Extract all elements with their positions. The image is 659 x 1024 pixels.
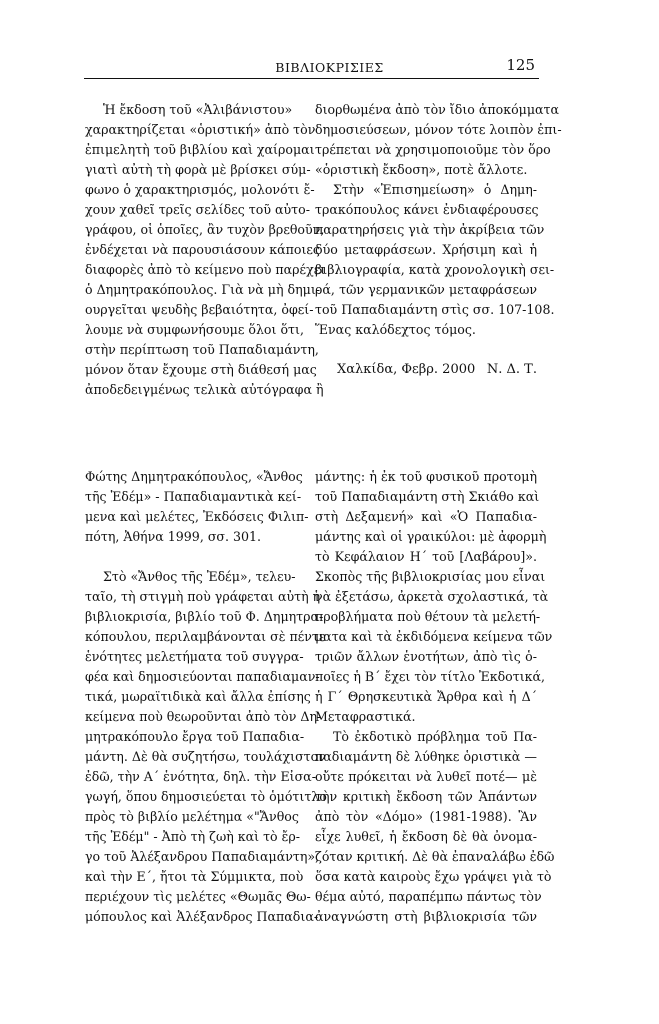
text-line: φέα καὶ δημοσιεύονται παπαδιαμαν- <box>85 669 320 684</box>
text-line: μάντη. Δὲ θὰ συζητήσω, τουλάχιστον <box>85 749 326 764</box>
text-line: τῆς Ἐδέμ" - Ἀπὸ τὴ ζωὴ καὶ τὸ ἔρ- <box>85 829 301 844</box>
running-header-title: ΒΙΒΛΙΟΚΡΙΣΙΕΣ <box>275 60 384 75</box>
text-line: Ἡ ἔκδοση τοῦ «Ἀλιβάνιστου» <box>103 102 293 117</box>
text-line: μόπουλος καὶ Ἀλέξανδρος Παπαδια- <box>85 909 319 924</box>
text-line: μόνον ὅταν ἔχουμε στὴ διάθεσή μας <box>85 362 317 377</box>
text-line: τὴν κριτικὴ ἔκδοση τῶν Ἁπάντων <box>315 789 537 804</box>
text-line: γωγή, ὅπου δημοσιεύεται τὸ ὁμότιτλο <box>85 789 327 804</box>
text-line: παρατηρήσεις γιὰ τὴν ἀκρίβεια τῶν <box>315 222 545 237</box>
text-line: ἀπὸ τὸν «Δόμο» (1981-1988). Ἂν <box>315 809 537 824</box>
text-line: Στὴν «Ἐπισημείωση» ὁ Δημη- <box>333 182 537 197</box>
text-line: Φώτης Δημητρακόπουλος, «Ἄνθος <box>85 469 303 484</box>
text-line: μάντης καὶ οἱ γραικύλοι: μὲ ἀφορμὴ <box>315 529 547 544</box>
column-top-left <box>85 100 326 400</box>
text-line: Ἕνας καλόδεχτος τόμος. <box>315 322 476 337</box>
text-line: μητρακόπουλο ἔργα τοῦ Παπαδια- <box>85 729 305 744</box>
signoff-initials: Ν. Δ. Τ. <box>486 362 537 377</box>
text-line: ἀναγνώστη στὴ βιβλιοκρισία τῶν <box>315 909 537 924</box>
text-line: διαφορὲς ἀπὸ τὸ κείμενο ποὺ παρέχει <box>85 262 326 277</box>
text-line: ζόταν κριτική. Δὲ θὰ ἐπαναλάβω ἐδῶ <box>315 849 555 864</box>
page-number: 125 <box>506 56 535 74</box>
text-line: γράφου, οἱ ὁποῖες, ἂν τυχὸν βρεθοῦν, <box>85 222 325 237</box>
text-line: στὴν περίπτωση τοῦ Παπαδιαμάντη, <box>85 342 319 357</box>
paragraph <box>315 727 555 927</box>
paragraph <box>85 567 327 927</box>
column-bottom-right <box>315 467 555 927</box>
text-line: λουμε νὰ συμφωνήσουμε ὅλοι ὅτι, <box>85 322 304 337</box>
text-line: θέμα αὐτό, παραπέμπω πάντως τὸν <box>315 889 542 904</box>
text-line: κόπουλου, περιλαμβάνονται σὲ πέντε <box>85 629 326 644</box>
text-line: ποῖες ἡ Β΄ ἔχει τὸν τίτλο Ἐκδοτικά, <box>315 669 546 684</box>
text-line: τριῶν ἄλλων ἑνοτήτων, ἀπὸ τὶς ὁ- <box>315 649 537 664</box>
text-line: ἐπιμελητὴ τοῦ βιβλίου καὶ χαίρομαι <box>85 142 315 157</box>
text-line: βιβλιογραφία, κατὰ χρονολογικὴ σει- <box>315 262 555 277</box>
text-line: τρέπεται νὰ χρησιμοποιοῦμε τὸν ὅρο <box>315 142 551 157</box>
paragraph <box>315 467 553 727</box>
text-line: ουργεῖται ψευδὴς βεβαιότητα, ὀφεί- <box>85 302 314 317</box>
text-line: γο τοῦ Ἀλέξανδρου Παπαδιαμάντη», <box>85 849 320 864</box>
paragraph <box>315 100 562 180</box>
signoff <box>315 360 537 380</box>
text-line: ἐδῶ, τὴν Α΄ ἑνότητα, δηλ. τὴν Εἰσα- <box>85 769 316 784</box>
signoff-place-date: Χαλκίδα, Φεβρ. 2000 <box>337 362 476 377</box>
text-line: ὅσα κατὰ καιροὺς ἔχω γράψει γιὰ τὸ <box>315 869 552 884</box>
text-line: «ὁριστικὴ ἔκδοση», ποτὲ ἄλλοτε. <box>315 162 528 177</box>
text-line: τοῦ Παπαδιαμάντη στὴ Σκιάθο καὶ <box>315 489 540 504</box>
text-line: περιέχουν τὶς μελέτες «Θωμᾶς Θω- <box>85 889 311 904</box>
text-line: Στὸ «Ἄνθος τῆς Ἐδέμ», τελευ- <box>103 569 296 584</box>
text-line: δημοσιεύσεων, μόνον τότε λοιπὸν ἐπι- <box>315 122 562 137</box>
text-line: χαρακτηρίζεται «ὁριστική» ἀπὸ τὸν <box>85 122 316 137</box>
text-line: χουν χαθεῖ τρεῖς σελίδες τοῦ αὐτο- <box>85 202 310 217</box>
text-line: Μεταφραστικά. <box>315 709 416 724</box>
text-line: μάντης: ἡ ἐκ τοῦ φυσικοῦ προτομὴ <box>315 469 537 484</box>
header-rule <box>84 78 539 79</box>
text-line: παδιαμάντη δὲ λύθηκε ὁριστικὰ — <box>315 749 537 764</box>
text-line: ματα καὶ τὰ ἐκδιδόμενα κείμενα τῶν <box>315 629 553 644</box>
text-line: Σκοπὸς τῆς βιβλιοκρισίας μου εἶναι <box>315 569 546 584</box>
text-line: τρακόπουλος κάνει ἐνδιαφέρουσες <box>315 202 539 217</box>
text-line: κείμενα ποὺ θεωροῦνται ἀπὸ τὸν Δη- <box>85 709 322 724</box>
text-line: ἑνότητες μελετήματα τοῦ συγγρα- <box>85 649 304 664</box>
text-line: πότη, Ἀθήνα 1999, σσ. 301. <box>85 529 262 544</box>
text-line: ταῖο, τὴ στιγμὴ ποὺ γράφεται αὐτὴ ἡ <box>85 589 321 604</box>
text-line: ἡ Γ΄ Θρησκευτικὰ Ἄρθρα καὶ ἡ Δ΄ <box>315 689 537 704</box>
text-line: ρά, τῶν γερμανικῶν μεταφράσεων <box>315 282 537 297</box>
text-line: φωνο ὁ χαρακτηρισμός, μολονότι ἔ- <box>85 182 315 197</box>
text-line: γιατὶ αὐτὴ τὴ φορὰ μὲ βρίσκει σύμ- <box>85 162 311 177</box>
text-line: τοῦ Παπαδιαμάντη στὶς σσ. 107-108. <box>315 302 555 317</box>
text-line: Τὸ ἐκδοτικὸ πρόβλημα τοῦ Πα- <box>333 729 537 744</box>
book-reference <box>85 467 309 547</box>
paragraph <box>85 100 326 400</box>
text-line: ἀποδεδειγμένως τελικὰ αὐτόγραφα ἢ <box>85 382 324 397</box>
text-line: ἐνδέχεται νὰ παρουσιάσουν κάποιες <box>85 242 320 257</box>
column-top-right <box>315 100 562 380</box>
text-line: προβλήματα ποὺ θέτουν τὰ μελετή- <box>315 609 541 624</box>
column-bottom-left <box>85 467 327 927</box>
text-line: καὶ τὴν Ε΄, ἤτοι τὰ Σύμμικτα, ποὺ <box>85 869 304 884</box>
text-line: τῆς Ἐδέμ» - Παπαδιαμαντικὰ κεί- <box>85 489 302 504</box>
text-line: στὴ Δεξαμενή» καὶ «Ὁ Παπαδια- <box>315 509 537 524</box>
text-line: εἶχε λυθεῖ, ἡ ἔκδοση δὲ θὰ ὀνομα- <box>315 829 537 844</box>
text-line: βιβλιοκρισία, βιβλίο τοῦ Φ. Δημητρα- <box>85 609 324 624</box>
text-line: οὔτε πρόκειται νὰ λυθεῖ ποτέ— μὲ <box>315 769 537 784</box>
text-line: μενα καὶ μελέτες, Ἐκδόσεις Φιλιπ- <box>85 509 309 524</box>
text-line: πρὸς τὸ βιβλίο μελέτημα «"Ἄνθος <box>85 809 299 824</box>
text-line: ὁ Δημητρακόπουλος. Γιὰ νὰ μὴ δημι- <box>85 282 321 297</box>
text-line: νὰ ἐξετάσω, ἀρκετὰ σχολαστικά, τὰ <box>315 589 549 604</box>
text-line: τὸ Κεφάλαιον Η΄ τοῦ [Λαβάρου]». <box>315 549 537 564</box>
text-line: δύο μεταφράσεων. Χρήσιμη καὶ ἡ <box>315 242 537 257</box>
paragraph <box>315 180 555 340</box>
text-line: τικά, μωραϊτιδικὰ καὶ ἄλλα ἐπίσης <box>85 689 311 704</box>
text-line: διορθωμένα ἀπὸ τὸν ἴδιο ἀποκόμματα <box>315 102 560 117</box>
